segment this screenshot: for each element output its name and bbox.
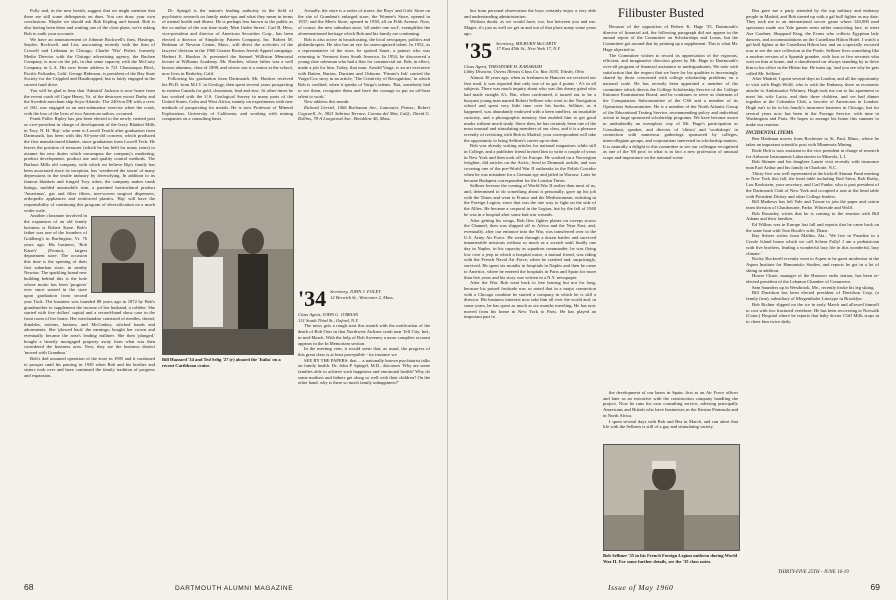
paragraph: Without doubt, as we would have, too, but between you and me, Magee, it's just as well we get in and out of that place many some years ago. [464, 19, 596, 36]
class-number: '35 [464, 40, 493, 61]
right-page [448, 0, 896, 600]
cruise-image [163, 189, 293, 354]
paragraph: Bill Davidson has been elected president of Davidson Corp. (a family firm), subsidiary of Mergenthaler Linotype in Brooklyn. [746, 290, 879, 302]
portrait-image [92, 217, 154, 292]
page-number-left: 68 [24, 582, 34, 592]
paragraph: Howie Chase, manager of the Hanover radio station, has been re-elected president of the Lebanon Chamber of Commerce. [746, 273, 879, 285]
paragraph: New address this month: [304, 99, 350, 105]
paragraph: but from personal observation the boys certainly enjoy a very able and understanding administration. [464, 8, 596, 19]
paragraph: Bob Rounsley writes that he is coming to the reunion with Bill Adams and their families. [746, 210, 879, 222]
paragraph: Bob was already writing articles for national magazines while still in College, and a publisher friend invited him to write a couple of years in New York and then took off for Europe. He worked on a Norwegian freighter, did articles on the Arctic, lived in Denmark awhile, and was covering one of the pre-World War II outbreaks in the Polish Corridor when he was mistaken for a German spy and jailed in Warsaw. Later he became Budapest correspondent for the London Times. [464, 143, 596, 183]
class-agent: Class Agent, JOHN G. O'BRIAN [298, 312, 359, 317]
page-number-right: 69 [870, 582, 880, 592]
paragraph: Bob Skinner and his daughter Laurie visit recently with insurance man Earl Arthur and his family in Charlotte, N.C. [746, 159, 879, 170]
paragraph: After getting his wings, Bob flew fighter planes on sweeps across the Channel, then was shipped off to Africa and the Near East, and, eventually, after our entrance into the War, was transferred over to the U.S. Army Air Force. He went through a dozen battles and survived innumerable missions without so much as a scratch until finally one day in Naples, in his capacity as squadron commander, he was flying low over a jeep in which a hospital nurse, a mutual friend, was riding with the French Naval Air Force, when he crashed and, surprisingly, survived. He spent six months in hospitals in Naples and then he came to America, where he entered the hospitals in Paris and Spain for more than five years and his story was written in a N.Y. newspaper. [464, 217, 596, 280]
paragraph: the development of our bases in Spain, first as an Air Force officer and later as an executive with the construction company handling the project. Now he runs his own consulting service, advising principally Americans and British who have businesses in the Iberian Peninsula and in North Africa. [603, 390, 738, 418]
paragraph: The Committee wishes to record its appreciation of the vigorous, efficient, and imaginative direction given by Mr. Hage to Dartmouth's over-all program of financial assistance to undergraduates. We note with satisfaction that the respect that we have for his qualities is increasingly shared by those concerned with college scholarship problems on a national scale. He has recently been appointed a member of the committee which directs the College Scholarship Service of the College Entrance Examination Board, and he continues to serve as chairman of the Computation Subcommittee of the CSS and a member of its Operations Subcommittee. He is a member of the North Atlantic Group of the Educational Testing Service, recommending policy and individual action to large sponsored scholarship programs. We have become aware in undoubtedly an exemplary way of Mr. Hage's participation as Consultant, speaker, and director of 'clinics' and 'workshops' in connection with numerous gatherings sponsored by colleges, intercollegiate groups, and corporations interested in scholarship matters. It is naturally a delight to this committee to see our colleague recognized as one of the '68 pros' in what is in fact a new profession of unusual scope and importance on the national scene. [603, 52, 738, 161]
paragraph: Bob's dad assumed operation of the store in 1905 and it continued to prosper until his passing in 1939 when Bob and his brother and sisters took over and have continued the family tradition of progress and expansion. [24, 355, 155, 378]
paragraph: In the meeting vein, it would seem that, as usual, the progress of this great class is at least perceptible - for instance we [298, 346, 430, 357]
paragraph: The news gets a rough start this month with the notification of the death of Bob Oser in that Northwest Airlines crash near Tell City, Ind., in mid-March. With the help of Bob Sweeney a more complete account appears in the In Memoriam section. [298, 323, 430, 346]
paragraph: Bob Richter slipped on the ice in early March and allowed himself to cost with two fractured vertebrae. He has been recovering at Norwalk (Conn.) Hospital where he reports that baby doctor Cliff Mills stops in to cheer him twice daily. [746, 301, 879, 324]
left-column-3 [298, 8, 430, 276]
cruise-photo-caption: Bill Hazzard '34 and Ted Selig '27 (r) aboard the 'Italia' on a recent Caribbean cruise. [162, 357, 281, 368]
paragraph: Bob is also active in broadcasting, the local newspaper, politics and philanthropies. He also has an eye for unrecognized talent. In 1952, as a representative of the store, he spotted Sauer, a painter who was returning to Vermont from South America. In 1954, he discovered a young shoe salesman who had a flair for commercial art. Bob, in effect, made a job for him. Today, that man, Arnold Varga, is an art executive with Batten, Barton, Durstine and Osborne. 'Printer's Ink' carried the Varga-Cox story in an article, 'The Creativity of Recognition,' in which Bob is credited, when it speaks of Varga's talents. 'But, somebody had to see them, recognize them and have the courage to put an off-beat talent to work.' [298, 36, 430, 99]
right-column-2-continued [603, 390, 738, 440]
right-column-1 [464, 8, 596, 576]
class-agent: Class Agent, THEODORE H. KARABASH [464, 63, 543, 69]
cruise-photo [162, 188, 294, 355]
class-34-header [298, 289, 430, 309]
paragraph: Sam Saunders up in Westbrook, Me., recently broke his leg skiing. [752, 284, 875, 290]
class-agent-address: Libby Division, Owens Illinois Glass Co. Box 1035, Toledo, Ohio [464, 69, 585, 75]
portrait-photo [91, 216, 155, 293]
class-number: '34 [298, 289, 327, 309]
legion-image [604, 445, 739, 550]
magazine-name: DARTMOUTH ALUMNI MAGAZINE [175, 585, 294, 592]
reunion-note: THIRTY-FIVE 25TH - JUNE 16-19 [778, 570, 849, 575]
incidental-items-heading: INCIDENTAL ITEMS [746, 130, 794, 136]
legion-photo [603, 444, 740, 551]
paragraph: Bea gave me a party attended by the top military and embassy people in Madrid, and Bob turned up with a gal bull fighter as my date. They took me to an international soccer game where 120,000 mad spectators made our Yale games seem rather unexciting fare, to meet Ava Gardner, Sheppard King, the Evans who collects Egyptian lady dancers, and accommodations on the Castellana Hilton Hotel. I watch a gal bull fighter at the Castellana Hilton bar; and on a specially escorted tour to see the rare collection at the Prado. Selliner lives something like a modern version of a Spanish grandee, with four or five servants who wait on him at home, and a chauffeured car always standing by to drive him to his office in the Hilton bar. He turns up, 'and you see why he gets called Mr. Selliner.' [746, 8, 879, 76]
paragraph: You will be glad to hear that 'Admiral' Jackson is now home from the recent crash off Cape Henry, Va. of the destroyer escort Darby and the Swedish merchant ship Soya-Atlantic. The 240-ton DE with a crew of 160, was engaged in an anti-submarine exercise when the crash, with the loss of the lives of two American sailors, occurred. [24, 87, 155, 116]
paragraph: Because of the opposition of Robert K. Hage '35, Dartmouth's director of financial aid, the following paragraph did not appear in the annual report of the Committee on Scholarships and Loans, but the Committee got around that by printing up a supplement. This is what Mr. Hage objected to: [603, 24, 738, 52]
legion-photo-caption: Bob Selliner '35 in his French Foreign Legion uniform during World War II. For some further details, see the '35 class notes. [603, 553, 738, 564]
issue-date: Issue of May 1960 [608, 583, 674, 592]
paragraph: Another classmate involved in the expansion of an old family business is Robert Kane. Bob's father was one of the founders of Goldberg's in Burlington, Vt. 76 years ago. His business, 'Bob Kane's' (Promo), largest department store. The occasion this time is the opening of their first suburban store, in nearby Newton. The sparkling brand new building behind this is the hole whose motto has been 'progress' ever since started in the store upon graduation from second year Tuck. The business was founded 88 years ago in 1872 by Bob's grandmother to supplement the income of her husband, a cobbler. She started with five dollars' capital and a second-hand show case in the front room of her home. Her merchandise consisted of needles, thread, thimbles, notions, buttons, and McConkey, stitched bands and adornments. She 'plowed back' the earnings; bought her crown and eventually became the area's leading milliner. She then 'plunged,' bought a heavily mortgaged property away from what was then considered the business area. Now, they are the business district 'moved with Grandma.' [24, 213, 155, 356]
paragraph: After the War, Bob went back to free lancing but not for long, because his poised fortitude was so noted that in a major connection with a Chicago combine he started a company in which he is still a director. His business interests now take him all over the world and, in some years, he has spent as much as six months traveling. He has now moved from his home in New York to Paris. He has played an important part in [464, 280, 596, 320]
paragraph: Selliner foresaw the coming of World War II earlier than most of us, and, determined to do something about it personally, gave up his job with the Times and went to France and the Mediterranean, enlisting in the Foreign Legion, since that was the one way to fight on the side of the Allies. He became a corporal in the Legion, but by the fall of 1940 he was in a hospital after some bad war wounds. [464, 183, 596, 217]
paragraph: Richard Gerstel, 1066 Buchanan Ave., Lancaster, Penna.; Robert Cogswell, Jr., 3821 Sabrina Terrace, Corona del Mar, Calif.; David G. Rollins, 78-A Longwood Ave., Brookline 46, Mass. [298, 104, 430, 122]
paragraph: Rode Holt is now assistant to the vice president in charge of research for Airborne Instruments Laboratories in Mineola, L.I. [746, 147, 879, 159]
paragraph: I spent several days with Bob and Bea in March, and can attest that life with the Sellners is still of a gay and stimulating variety. [603, 418, 738, 430]
paragraph: After Madrid, I spent several days in London, and all the opportunity to visit with Hugh Wolff, who is with the Embassy there as economic attache to Ambassador Whitney. Hugh took me out to his apartment to meet his wife Lucia, and their three children, and we had dinner together at the Columbia Club, a favorite of Americans in London. Hugh isn't to be in his family's insurance business in Chicago, but for several years now has been in the Foreign Service, with time in Washington and Paris. He hopes to arrange his home this summer to make our reunion. [746, 76, 879, 128]
paragraph: We have an announcement of Johnnie Rockwell's firm, Hastings, Snyder, Rockwell, and List, associating recently with the firm of Crowell and Leibman in Chicago. Charlie 'Wiz' Fisher, formerly Media Director with the Chicago advertising agency, the Buchen Company, is now on the job, in that same capacity with the McCarty Company in L.A. His new home address is 721 Chautauqua Blvd., Pacific Palisades, Calif. George Ridenour, is president of the Bay State Society for the Crippled and Handicapped, but is fairly engaged in the current fund drive. [24, 36, 155, 88]
paragraph: Dr. Spiegal is the nation's leading authority in the field of psychiatric research on family make-ups and what they mean in terms of mental health and illness. He is perhaps less known to the public as the co-author of the war time study 'Men Under Stress'. Carl B. Hess, vice-president and director of American Securities Corp., has been elected a director of Simplicity Pattern Company, Inc. Robert M. Redman of Newton Center, Mass., will direct the activities of the lawyers' division in the 1960 Greater Boston Jewish Appeal campaign. Herbert E. Hawkes Jr. presented the Samuel Williston Memorial lecture at Williams Academy. Mr. Hawkes, whose father was a well known alumnus, class of 1898, and whose son is a senior at the school, now lives in Berkeley, Calif. [162, 8, 293, 76]
class-address: 17 East 45th St., New York 17, N.Y. [496, 46, 561, 52]
class-agent-address: 131 South Third St., Oxford, N.Y. [298, 317, 359, 323]
class-secretary: Secretary, JOHN J. FOLEY [330, 289, 381, 294]
paragraph: Actually, the store is a series of stores: the Boys' and Girls' Store on the site of Grandma's enlarged store; the Women's Store, opened in 1937; and the Men's Store, opened in 1958, all on Fifth Avenue. Now, of course, the new suburban store, 'all under one roof', exemplifies the aforementioned heritage which Bob and his family are continuing. [298, 8, 430, 36]
class-address: 12 Berwick St., Worcester 2, Mass. [330, 294, 394, 300]
paragraph: Following his graduation from Dartmouth, Mr. Hawkes received his Ph.D. from M.I.T. in Geology, then spent several years prospecting in eastern Canada for gold, chromium, lead and zinc. At other times he has worked with the U.S. Geological Survey in many parts of the United States, Cuba and West Africa, mainly on experiments with new methods of prospecting for metals. He is now Professor of Mineral Exploration, University of California, and working with mining companies on a consulting basis. [162, 76, 293, 122]
paragraph: Ed Willms was in Europe last fall and reports that he came back on the same boat with Tom Booth's wife, Diane. [746, 222, 879, 233]
paragraph: Frank Fuller Ripley has just been elected to the newly created post as vice-president in charge of development of the Ivory Blanket Mills in Troy, N. H. 'Rip', who went to Lowell Textile after graduation from Dartmouth, has been with this 94-year-old concern, which produced the first manufactured blanket, since graduation from Lowell Tech. He leaves the position of treasurer (which he has held for many years) to assume his new duties which encompass the company's marketing, product development, product use and quality control methods. The Barbara Mills old company, with which we believe Rip's family has been associated since its inception, has 'weathered the storm' of many depressions in the textile industry by diversifying. In addition to its famous blankets and fringed Troy robes, the company makes trunk linings, molded automobile trim, a patented horticultural product 'Amerimas', gas and filter filters, non-woven surgical dispensers, orthopedic appliances and reinforced plastics. 'Rip' will have the responsibility of continuing this program of diversification on a much wider scale. [24, 116, 155, 213]
right-column-3 [746, 8, 879, 570]
paragraph: Thirty-five was well represented at the kickoff Alumni Fund meeting in New York this fall, the head table including Rod Stern, Bob Rothy, Lou Bookstein, your secretary, and Carl Funke, who is past president of the Dartmouth Club of New York and occupied a seat at the head table with President Dickey and other College leaders. [746, 170, 879, 199]
paragraph: Polly and, in the next breath, suggest that we might mention that there are still some delinquents on dues. You can draw your own conclusions. Maybe we should ask Bob Kipling and hound. Bob is also having been there and waiting one of the close plans, we're asking Bob to audit your accounts. [24, 8, 155, 36]
class-35-header [464, 41, 596, 61]
class-34-notes [298, 285, 430, 575]
paragraph: Ben Hardman moves from Rochester to St. Paul, Minn., where he takes an important scientific post with Minnesota Mining. [746, 136, 879, 148]
left-column-1 [24, 8, 155, 576]
filibuster-headline: Filibuster Busted [618, 6, 704, 20]
paragraph: SEE BY THE PAPERS: that ... a nationally known psychiatrist talks on family health. Dr. John P. Spiegel, M.D., discusses 'Why are some families able to achieve such happiness and emotional health? Why do some mothers and fathers get along so well with their children? On the other hand, why is there so much family unhappiness?' [298, 357, 430, 386]
paragraph: Almost 30 years ago, when as freshmen in Hanover we received our first mail, it was reported that only one of us got 4 points - A's in all subjects. There was much inquiry about who was this dreary grind who had made straight A's. But, when confronted, it turned out to be a buoyant young man named Robert Selliner who went to the Navigation school and spent very little time over his books. Selliner, as it happened, was abundantly endowed with a keen intellect, an insatiable curiosity, and a photographic memory that enabled him to get good marks without much study. Since then, he has certainly been one of the most unusual and stimulating members of our class, and it is a pleasure recently of revisiting with Bob in Madrid, your correspondent will take the opportunity to bring Selliner's career up-to-date. [464, 74, 596, 143]
paragraph: Ray Scheer writes from Malibu, Ala.: 'We live in Paradise in a Creole Island house which we call Schear Folly! I am a pediatrician with five brothers, leading a wonderful lazy life in this wonderful, lazy climate.' [746, 233, 879, 256]
paragraph: Rocky Rockwell recently went to Aspen to be guest moderator at the Aspen Institute for Humanistic Studies, and reports he got in a lot of skiing in addition. [746, 256, 879, 273]
paragraph: Bill Mathews has left Yale and Towne to join the paper and carton team division of Chaubourne, Parke, Whiteside and Wolff. [746, 199, 879, 210]
class-secretary: Secretary, MILBURN McCARTY [496, 40, 557, 46]
right-column-2 [603, 24, 738, 394]
